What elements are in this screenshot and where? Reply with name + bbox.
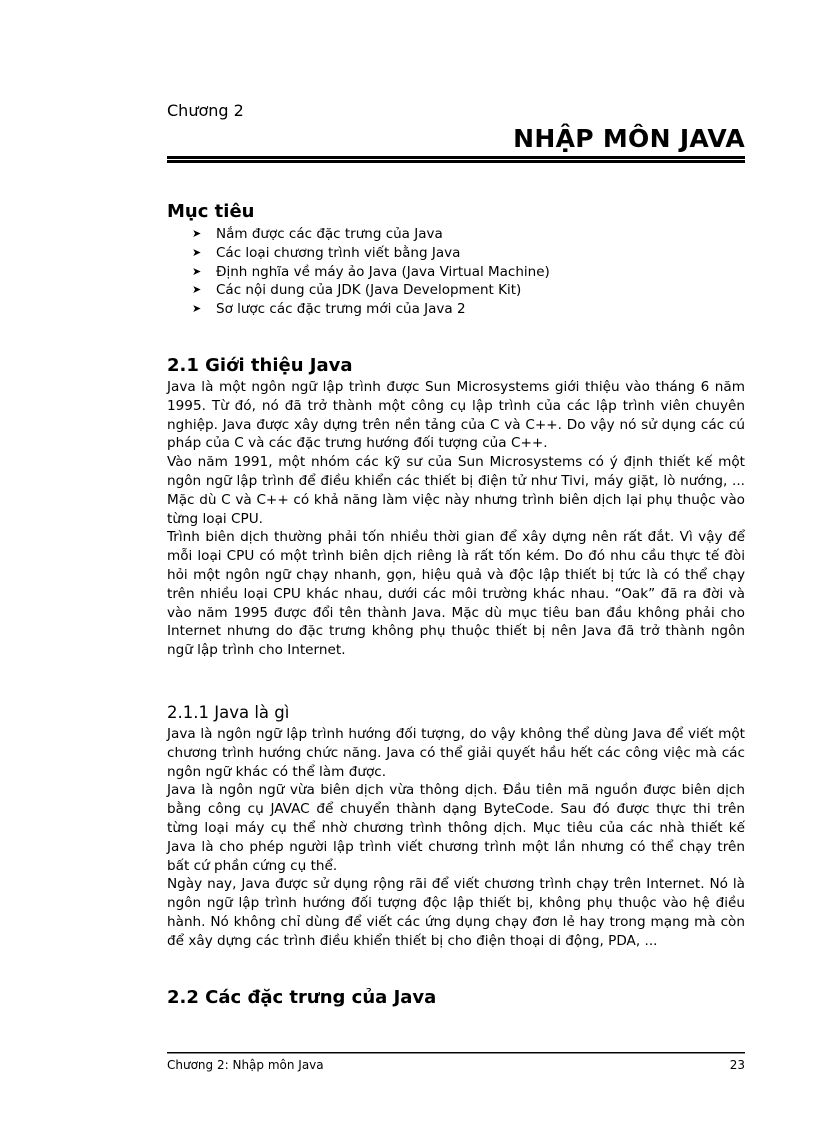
section-2-1-body <box>167 378 745 660</box>
footer-chapter: Chương 2: Nhập môn Java <box>167 1058 324 1072</box>
arrowhead-bullet-icon: ➤ <box>192 283 202 297</box>
paragraph: Java là ngôn ngữ lập trình hướng đối tượng, do vậy không thể dùng Java để viết một chương trình hướng chức năng. Java có thể giải quyết hầu hết các công việc mà các ngôn ngữ khác có thể làm được. <box>167 726 745 780</box>
list-item: ➤ Nắm được các đặc trưng của Java <box>192 226 443 242</box>
arrowhead-bullet-icon: ➤ <box>192 245 202 259</box>
page-number: 23 <box>729 1058 745 1072</box>
section-heading-2-1-1: 2.1.1 Java là gì <box>167 703 290 722</box>
section-heading-2-2: 2.2 Các đặc trưng của Java <box>167 987 437 1008</box>
objectives-list <box>167 225 550 319</box>
section-heading-2-1: 2.1 Giới thiệu Java <box>167 355 353 376</box>
list-item: ➤ Các loại chương trình viết bằng Java <box>192 244 461 261</box>
chapter-label: Chương 2 <box>167 101 244 120</box>
paragraph: Java là một ngôn ngữ lập trình được Sun Microsystems giới thiệu vào tháng 6 năm 1995. Từ đó, nó đã trở thành một công cụ lập trình của các lập trình viên chuyên nghiệp. Java được xây dựng trên nền tảng của C và C++. Do vậy nó sử dụng các cú pháp của C và các đặc trưng hướng đối tượng của C++. <box>167 379 745 452</box>
arrowhead-bullet-icon: ➤ <box>192 227 202 240</box>
paragraph: Trình biên dịch thường phải tốn nhiều thời gian để xây dựng nên rất đắt. Vì vậy để mỗi loại CPU có một trình biên dịch riêng là rất tốn kém. Do đó nhu cầu thực tế đòi hỏi một ngôn ngữ chạy nhanh, gọn, hiệu quả và độc lập thiết bị tức là có thể chạy trên nhiều loại CPU khác nhau, dưới các môi trường khác nhau. “Oak” đã ra đời và vào năm 1995 được đổi tên thành Java. Mặc dù mục tiêu ban đầu không phải cho Internet nhưng do đặc trưng không phụ thuộc thiết bị nên Java đã trở thành ngôn ngữ lập trình cho Internet. <box>167 529 745 659</box>
paragraph: Ngày nay, Java được sử dụng rộng rãi để viết chương trình chạy trên Internet. Nó là ngôn ngữ lập trình hướng đối tượng độc lập thiết bị, không phụ thuộc vào hệ điều hành. Nó không chỉ dùng để viết các ứng dụng chạy đơn lẻ hay trong mạng mà còn để xây dựng các trình điều khiển thiết bị cho điện thoại di động, PDA, ... <box>167 876 745 949</box>
footer-divider <box>167 1052 745 1054</box>
section-2-1-1-body <box>167 725 745 951</box>
arrowhead-bullet-icon: ➤ <box>192 264 202 278</box>
objectives-heading: Mục tiêu <box>167 201 255 222</box>
arrowhead-bullet-icon: ➤ <box>192 302 202 316</box>
paragraph: Java là ngôn ngữ vừa biên dịch vừa thông dịch. Đầu tiên mã nguồn được biên dịch bằng công cụ JAVAC để chuyển thành dạng ByteCode. Sau đó được thực thi trên từng loại máy cụ thể nhờ chương trình thông dịch. Mục tiêu của các nhà thiết kế Java là cho phép người lập trình viết chương trình một lần nhưng có thể chạy trên bất cứ phần cứng cụ thể. <box>167 782 745 874</box>
title-divider <box>167 156 745 160</box>
list-item: ➤ Sơ lược các đặc trưng mới của Java 2 <box>192 301 466 318</box>
paragraph: Vào năm 1991, một nhóm các kỹ sư của Sun Microsystems có ý định thiết kế một ngôn ngữ lập trình để điều khiển các thiết bị điện tử như Tivi, máy giặt, lò nướng, ... Mặc dù C và C++ có khả năng làm việc này nhưng trình biên dịch lại phụ thuộc vào từng loại CPU. <box>167 454 745 527</box>
list-item: ➤ Các nội dung của JDK (Java Development Kit) <box>192 282 522 299</box>
chapter-title: NHẬP MÔN JAVA <box>513 124 745 153</box>
list-item: ➤ Định nghĩa về máy ảo Java (Java Virtual Machine) <box>192 263 550 280</box>
